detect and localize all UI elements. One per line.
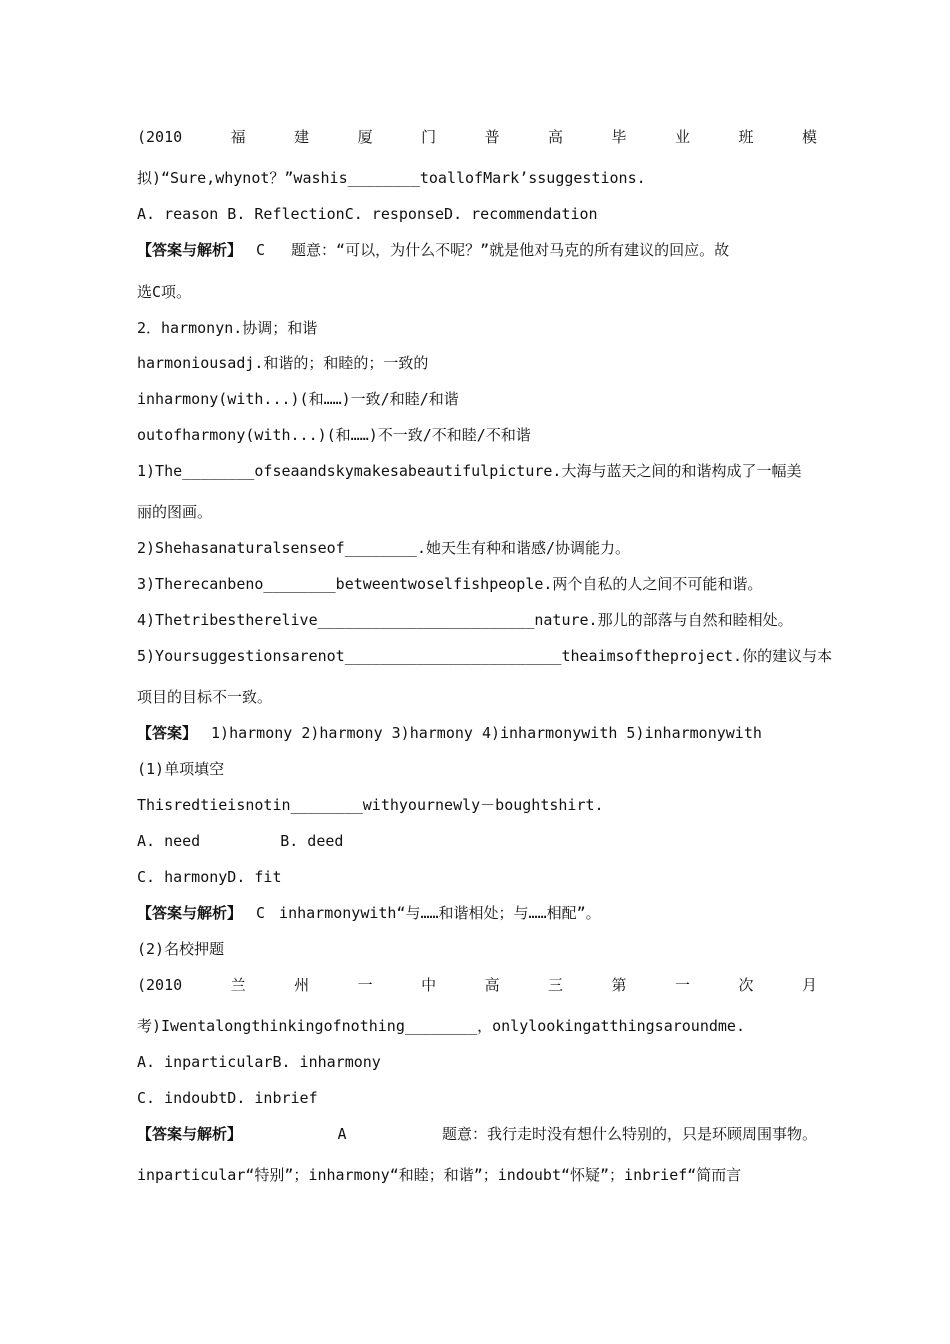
q1-header-token: 福 [230, 128, 246, 146]
exercise-5-token: 议 [787, 647, 803, 665]
single-choice-options-ab [137, 831, 817, 851]
school-question-header [137, 975, 817, 995]
vocab-title: 2．harmonyn.协调；和谐 [137, 319, 318, 337]
q1-header-token: 模 [801, 128, 817, 146]
exercise-answers [137, 723, 817, 743]
q1-analysis [137, 240, 817, 260]
q1-stem: 拟)“Sure,whynot？”washis________toallofMark’ssuggestions. [137, 169, 646, 187]
school-header-token: 三 [548, 976, 564, 994]
school-header-token: 高 [484, 976, 500, 994]
school-question-options-ab: A. inparticularB. inharmony [137, 1053, 381, 1071]
analysis-text: 题意：“可以，为什么不呢？”就是他对马克的所有建议的回应。故 [291, 241, 730, 259]
exercise-5-token: 你 [742, 647, 758, 665]
single-choice-options-cd: C. harmonyD. fit [137, 868, 282, 886]
analysis-answer: C [256, 904, 266, 922]
vocab-line: inharmony(with...)(和……)一致/和睦/和谐 [137, 390, 459, 408]
q1-header-token: 厦 [357, 128, 373, 146]
analysis-answer: C [256, 241, 266, 259]
analysis-label: 【答案与解析】 [137, 904, 243, 922]
exercise-2: 2)Shehasanaturalsenseof________.她天生有种和谐感/协调能力。 [137, 539, 631, 557]
school-question-options-cd: C. indoubtD. inbrief [137, 1089, 318, 1107]
exercise-4: 4)Thetribestherelive________________________nature.那儿的部落与自然和睦相处。 [137, 611, 793, 629]
q1-analysis-cont: 选C项。 [137, 283, 192, 301]
option-a: A. need [137, 832, 201, 850]
q1-header-token: (2010 [137, 128, 183, 146]
q1-header-token: 门 [421, 128, 437, 146]
school-header-token: 兰 [230, 976, 246, 994]
school-header-token: 月 [801, 976, 817, 994]
exercise-5-token: 5)Yoursuggestionsarenot________________________theaimsoftheproject. [137, 647, 743, 665]
school-header-token: 第 [611, 976, 627, 994]
option-b: B. deed [280, 832, 344, 850]
exercise-5-token: 建 [772, 647, 788, 665]
school-question-stem: 考)Iwentalongthinkingofnothing________，onlylookingatthingsaroundme. [137, 1017, 745, 1035]
analysis-label: 【答案与解析】 [137, 241, 243, 259]
q1-header [137, 127, 817, 147]
exercise-5 [137, 646, 833, 666]
analysis-label: 【答案与解析】 [137, 1125, 243, 1143]
exercise-1: 1)The________ofseaandskymakesabeautifulpicture.大海与蓝天之间的和谐构成了一幅美 [137, 462, 802, 480]
school-header-token: 一 [675, 976, 691, 994]
single-choice-title: (1)单项填空 [137, 760, 225, 778]
vocab-line: outofharmony(with...)(和……)不一致/不和睦/不和谐 [137, 426, 531, 444]
school-question-analysis [137, 1124, 817, 1144]
school-header-token: 一 [357, 976, 373, 994]
school-header-token: 州 [294, 976, 310, 994]
q1-header-token: 建 [294, 128, 310, 146]
school-header-token: 中 [421, 976, 437, 994]
school-question-title: (2)名校押题 [137, 940, 225, 958]
exercise-5-token: 与 [802, 647, 818, 665]
analysis-text: inharmonywith“与……和谐相处；与……相配”。 [279, 904, 601, 922]
q1-header-token: 高 [548, 128, 564, 146]
analysis-answer: A [337, 1125, 347, 1143]
answer-label: 【答案】 [137, 724, 198, 742]
exercise-3: 3)Therecanbeno________betweentwoselfishpeople.两个自私的人之间不可能和谐。 [137, 575, 763, 593]
exercise-5-token: 本 [817, 647, 833, 665]
school-header-token: (2010 [137, 976, 183, 994]
school-header-token: 次 [738, 976, 754, 994]
answer-list: 1)harmony 2)harmony 3)harmony 4)inharmonywith 5)inharmonywith [211, 724, 762, 742]
q1-header-token: 业 [675, 128, 691, 146]
q1-options: A. reason B. ReflectionC. responseD. recommendation [137, 205, 598, 223]
single-choice-stem: Thisredtieisnotin________withyournewly－boughtshirt. [137, 796, 604, 814]
analysis-text: 题意：我行走时没有想什么特别的，只是环顾周围事物。 [441, 1125, 817, 1143]
exercise-5-cont: 项目的目标不一致。 [137, 688, 273, 706]
vocab-line: harmoniousadj.和谐的；和睦的；一致的 [137, 354, 429, 372]
q1-header-token: 普 [484, 128, 500, 146]
exercise-5-token: 的 [757, 647, 773, 665]
q1-header-token: 班 [738, 128, 754, 146]
single-choice-analysis [137, 903, 817, 923]
exercise-1-cont: 丽的图画。 [137, 503, 213, 521]
q1-header-token: 毕 [611, 128, 627, 146]
school-question-analysis-cont: inparticular“特别”；inharmony“和睦；和谐”；indoubt“怀疑”；inbrief“简而言 [137, 1166, 742, 1184]
